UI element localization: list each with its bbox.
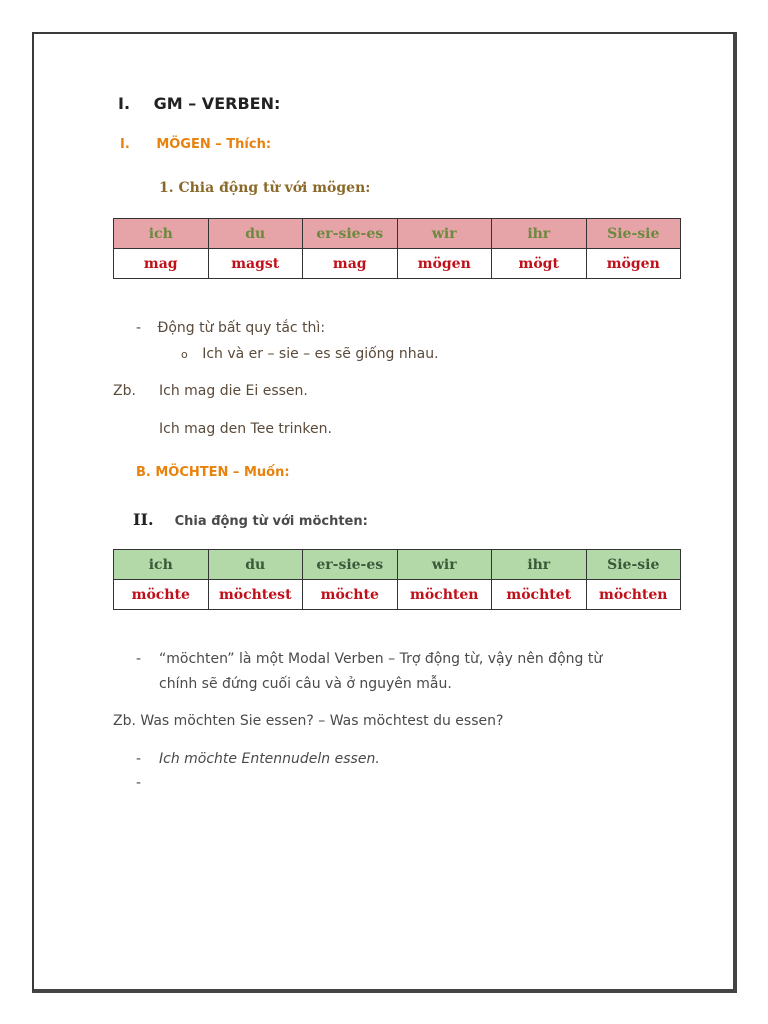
table-header-cell: wir <box>397 219 492 249</box>
table-cell: mögen <box>586 249 681 279</box>
example-line: Ich mag die Ei essen. <box>159 383 308 399</box>
table-cell: mögt <box>492 249 587 279</box>
table-cell: mag <box>114 249 209 279</box>
mogen-conjugation-table <box>113 218 681 279</box>
bullet-dash: - <box>136 775 142 791</box>
table-cell: möchte <box>303 580 398 610</box>
table-cell: mögen <box>397 249 492 279</box>
table-header-cell: ich <box>114 550 209 580</box>
example-line: Ich mag den Tee trinken. <box>159 421 332 437</box>
table-cell: mag <box>303 249 398 279</box>
table-cell: möchtet <box>492 580 587 610</box>
bullet-dash: - <box>136 320 142 336</box>
subheading-mogen: 1. Chia động từ với mögen: <box>159 180 371 196</box>
sub-bullet-same-form <box>181 346 439 362</box>
table-header-cell: ihr <box>492 550 587 580</box>
table-header-cell: ich <box>114 219 209 249</box>
section-mogen-heading <box>120 137 271 152</box>
table-header-cell: Sie-sie <box>586 219 681 249</box>
section-mogen-text: MÖGEN – Thích: <box>156 137 272 152</box>
table-header-row <box>114 219 681 249</box>
table-header-cell: ihr <box>492 219 587 249</box>
circle-bullet-icon: o <box>181 348 188 361</box>
section-mochten-heading: B. MÖCHTEN – Muốn: <box>136 465 290 480</box>
bullet-mochten-line2: chính sẽ đứng cuối câu và ở nguyên mẫu. <box>159 676 452 692</box>
bullet-example-sentence: Ich möchte Entennudeln essen. <box>159 751 380 767</box>
heading-ii-text: Chia động từ với möchten: <box>174 514 368 529</box>
bullet-text: Động từ bất quy tắc thì: <box>157 320 326 336</box>
table-row <box>114 249 681 279</box>
bullet-dash: - <box>136 651 142 667</box>
bullet-irregular <box>136 320 325 336</box>
table-header-row <box>114 550 681 580</box>
bullet-mochten-line1: “möchten” là một Modal Verben – Trợ động từ, vậy nên động từ <box>159 651 603 667</box>
bullet-dash: - <box>136 751 142 767</box>
table-cell: möchten <box>586 580 681 610</box>
table-header-cell: du <box>208 219 303 249</box>
mochten-conjugation-table <box>113 549 681 610</box>
table-header-cell: Sie-sie <box>586 550 681 580</box>
example-label: Zb. <box>113 383 136 399</box>
example-questions: Zb. Was möchten Sie essen? – Was möchtest du essen? <box>113 713 504 729</box>
table-cell: magst <box>208 249 303 279</box>
main-heading-number: I. <box>118 94 131 113</box>
section-mogen-number: I. <box>120 137 130 152</box>
table-cell: möchtest <box>208 580 303 610</box>
sub-bullet-text: Ich và er – sie – es sẽ giống nhau. <box>202 346 439 362</box>
heading-ii <box>133 510 368 529</box>
table-row <box>114 580 681 610</box>
table-cell: möchten <box>397 580 492 610</box>
main-heading-text: GM – VERBEN: <box>153 94 281 113</box>
table-header-cell: du <box>208 550 303 580</box>
table-header-cell: er-sie-es <box>303 550 398 580</box>
main-heading <box>118 94 280 113</box>
table-header-cell: wir <box>397 550 492 580</box>
table-header-cell: er-sie-es <box>303 219 398 249</box>
table-cell: möchte <box>114 580 209 610</box>
heading-ii-number: II. <box>133 510 154 529</box>
